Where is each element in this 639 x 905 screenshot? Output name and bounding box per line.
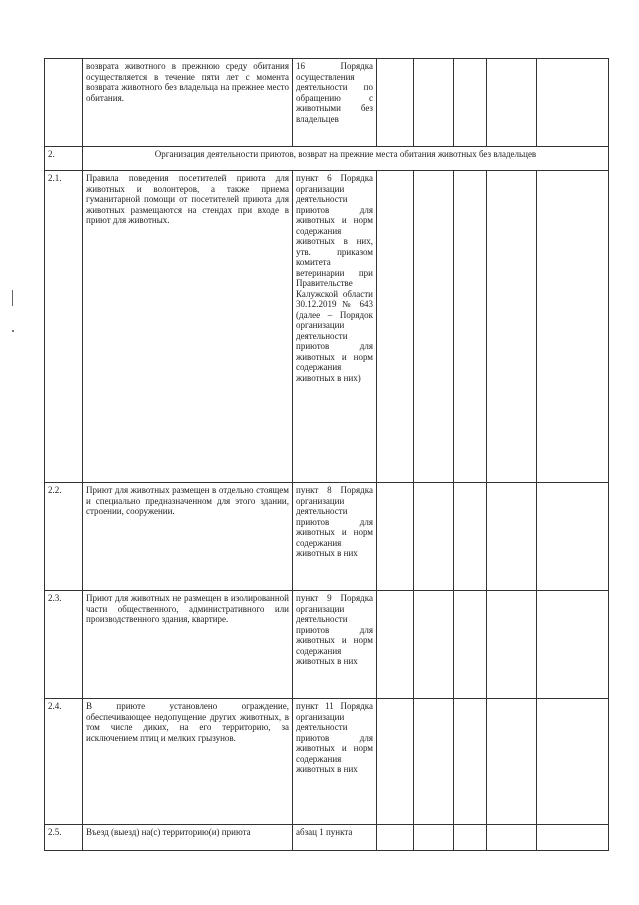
reference-text: пункт 6 Порядка организации деятельности приютов для животных и норм содержания животных в них, утв. приказом комитета ветеринарии при Правительстве Калужской области 30.12.2019 № 643 (далее – Порядок организации деятельности приютов для животных и норм содержания животных в них) bbox=[293, 171, 377, 483]
check-cell-extra bbox=[487, 171, 537, 483]
check-cell-no bbox=[414, 59, 454, 147]
row-number: 2.4. bbox=[45, 699, 83, 825]
section-number: 2. bbox=[45, 147, 83, 171]
check-cell-yes bbox=[377, 483, 414, 591]
table-row bbox=[45, 483, 609, 591]
check-cell-no bbox=[414, 699, 454, 825]
note-cell bbox=[537, 59, 609, 147]
reference-text: абзац 1 пункта bbox=[293, 825, 377, 851]
requirement-text: Правила поведения посетителей приюта для животных и волонтеров, а также приема гуманитарной помощи от посетителей приюта для животных размещаются на стендах при входе в приют для животных. bbox=[83, 171, 293, 483]
reference-text: пункт 8 Порядка организации деятельности приютов для животных и норм содержания животных в них bbox=[293, 483, 377, 591]
table-row bbox=[45, 591, 609, 699]
requirement-text: возврата животного в прежнюю среду обитания осуществляется в течение пяти лет с момента возврата животного без владельца на прежнее место обитания. bbox=[83, 59, 293, 147]
section-title: Организация деятельности приютов, возврат на прежние места обитания животных без владельцев bbox=[83, 147, 609, 171]
check-cell-no bbox=[414, 825, 454, 851]
check-cell-na bbox=[454, 171, 487, 483]
row-number: 2.1. bbox=[45, 171, 83, 483]
check-cell-na bbox=[454, 591, 487, 699]
row-number: 2.3. bbox=[45, 591, 83, 699]
check-cell-no bbox=[414, 171, 454, 483]
reference-text: 16 Порядка осуществления деятельности по обращению с животными без владельцев bbox=[293, 59, 377, 147]
note-cell bbox=[537, 699, 609, 825]
reference-text: пункт 11 Порядка организации деятельности приютов для животных и норм содержания животных в них bbox=[293, 699, 377, 825]
note-cell bbox=[537, 825, 609, 851]
table-row bbox=[45, 825, 609, 851]
requirement-text: Приют для животных не размещен в изолированной части общественного, административного или производственного здания, квартире. bbox=[83, 591, 293, 699]
check-cell-na bbox=[454, 699, 487, 825]
table-row bbox=[45, 171, 609, 483]
table-row bbox=[45, 59, 609, 147]
reference-text: пункт 9 Порядка организации деятельности приютов для животных и норм содержания животных в них bbox=[293, 591, 377, 699]
check-cell-na bbox=[454, 59, 487, 147]
checklist-table bbox=[44, 58, 609, 851]
check-cell-no bbox=[414, 483, 454, 591]
table-row bbox=[45, 699, 609, 825]
check-cell-extra bbox=[487, 59, 537, 147]
check-cell-yes bbox=[377, 591, 414, 699]
check-cell-yes bbox=[377, 699, 414, 825]
margin-dot bbox=[12, 330, 14, 332]
note-cell bbox=[537, 591, 609, 699]
row-number: 2.2. bbox=[45, 483, 83, 591]
check-cell-yes bbox=[377, 825, 414, 851]
check-cell-extra bbox=[487, 483, 537, 591]
requirement-text: Приют для животных размещен в отдельно стоящем и специально предназначенном для этого здании, строении, сооружении. bbox=[83, 483, 293, 591]
row-number: 2.5. bbox=[45, 825, 83, 851]
requirement-text: В приюте установлено ограждение, обеспечивающее недопущение других животных, в том числе диких, на его территорию, за исключением птиц и мелких грызунов. bbox=[83, 699, 293, 825]
check-cell-yes bbox=[377, 59, 414, 147]
check-cell-no bbox=[414, 591, 454, 699]
check-cell-na bbox=[454, 483, 487, 591]
requirement-text: Въезд (выезд) на(с) территорию(и) приюта bbox=[83, 825, 293, 851]
check-cell-extra bbox=[487, 699, 537, 825]
check-cell-yes bbox=[377, 171, 414, 483]
check-cell-extra bbox=[487, 591, 537, 699]
margin-mark bbox=[12, 290, 15, 306]
row-number bbox=[45, 59, 83, 147]
section-row bbox=[45, 147, 609, 171]
check-cell-extra bbox=[487, 825, 537, 851]
note-cell bbox=[537, 483, 609, 591]
note-cell bbox=[537, 171, 609, 483]
check-cell-na bbox=[454, 825, 487, 851]
